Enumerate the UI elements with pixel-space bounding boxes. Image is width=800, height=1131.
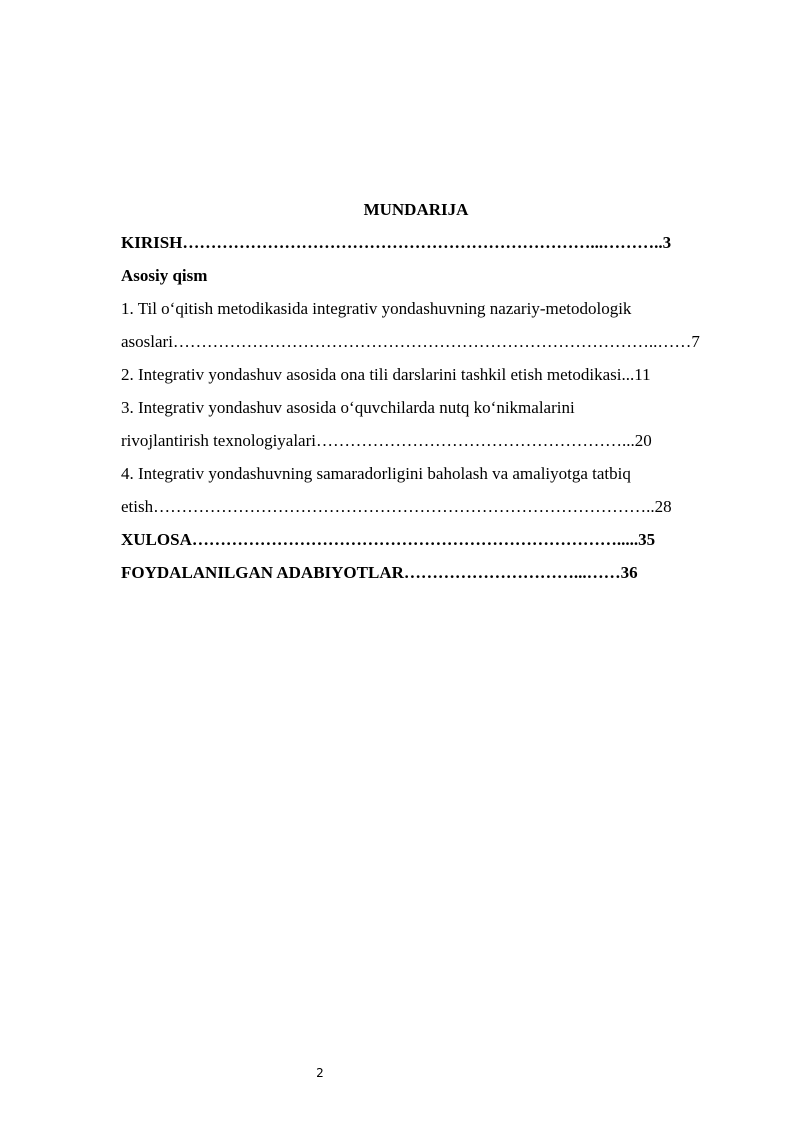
toc-entry-xulosa: XULOSA………………………………………………………………….....35 <box>121 530 656 549</box>
toc-entry-2: 2. Integrativ yondashuv asosida ona tili darslarini tashkil etish metodikasi...11 <box>121 365 651 384</box>
toc-entry-adabiyotlar: FOYDALANILGAN ADABIYOTLAR…………………………...……36 <box>121 563 638 582</box>
page-number: 2 <box>316 1066 324 1080</box>
toc-section-heading: Asosiy qism <box>121 266 208 285</box>
table-of-contents <box>121 193 709 589</box>
toc-entry-1-line-1: 1. Til o‘qitish metodikasida integrativ yondashuvning nazariy-metodologik <box>121 299 632 318</box>
toc-entry-3-line-2: rivojlantirish texnologiyalari………………………………………………...20 <box>121 431 652 450</box>
toc-entry-4-line-2: etish……………………………………………………………………………..28 <box>121 497 672 516</box>
toc-entry-1-line-2: asoslari…………………………………………………………………………..……7 <box>121 332 700 351</box>
toc-entry-4-line-1: 4. Integrativ yondashuvning samaradorligini baholash va amaliyotga tatbiq <box>121 464 631 483</box>
toc-entry-kirish: KIRISH………………………………………………………………...………..3 <box>121 233 672 252</box>
page-title: MUNDARIJA <box>363 200 469 219</box>
toc-entry-3-line-1: 3. Integrativ yondashuv asosida o‘quvchilarda nutq ko‘nikmalarini <box>121 398 575 417</box>
